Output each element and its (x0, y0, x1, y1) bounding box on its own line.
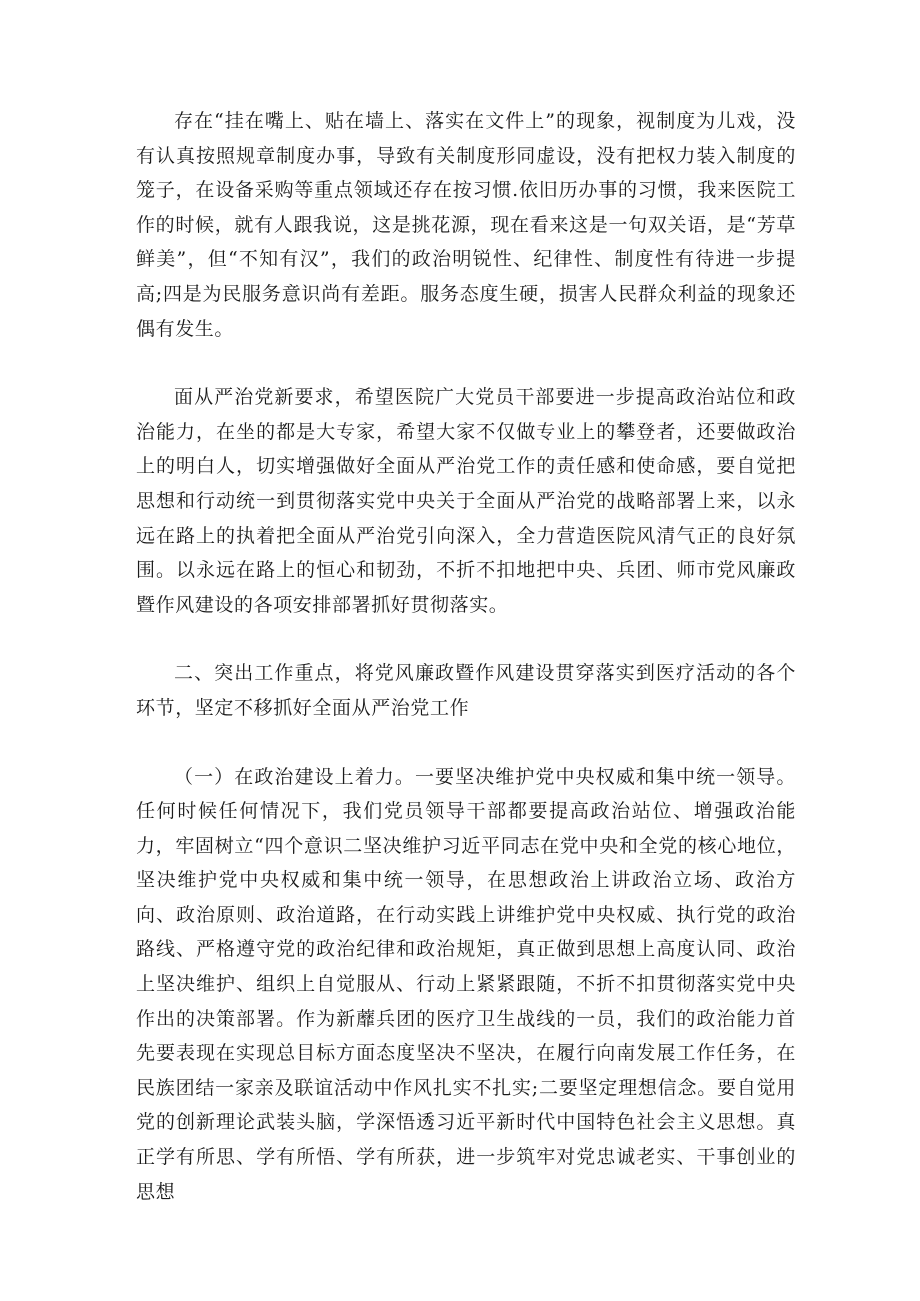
document-page (136, 104, 796, 1209)
paragraph-1: 存在“挂在嘴上、贴在墙上、落实在文件上”的现象，视制度为儿戏，没有认真按照规章制度办事，导致有关制度形同虚设，没有把权力装入制度的笼子，在设备采购等重点领域还存在按习惯.依旧历办事的习惯，我来医院工作的时候，就有人跟我说，这是挑花源，现在看来这是一句双关语，是“芳草鲜美”，但“不知有汉”，我们的政治明锐性、纪律性、制度性有待进一步提高;四是为民服务意识尚有差距。服务态度生硬，损害人民群众利益的现象还偶有发生。 (136, 110, 796, 340)
paragraph-3: （一）在政治建设上着力。一要坚决维护党中央权威和集中统一领导。任何时候任何情况下，我们党员领导干部都要提高政治站位、增强政治能力，牢固树立“四个意识二坚决维护习近平同志在党中央和全党的核心地位，坚决维护党中央权威和集中统一领导，在思想政治上讲政治立场、政治方向、政治原则、政治道路，在行动实践上讲维护党中央权威、执行党的政治路线、严格遵守党的政治纪律和政治规矩，真正做到思想上高度认同、政治上坚决维护、组织上自觉服从、行动上紧紧跟随，不折不扣贯彻落实党中央作出的决策部署。作为新蘼兵团的医疗卫生战线的一员，我们的政治能力首先要表现在实现总目标方面态度坚决不坚决，在履行向南发展工作任务，在民族团结一家亲及联谊活动中作风扎实不扎实;二要坚定理想信念。要自觉用党的创新理论武装头脑，学深悟透习近平新时代中国特色社会主义思想。真正学有所思、学有所悟、学有所获，进一步筑牢对党忠诚老实、干事创业的思想 (136, 765, 796, 1203)
paragraph-2: 面从严治党新要求，希望医院广大党员干部要进一步提高政治站位和政治能力，在坐的都是大专家，希望大家不仅做专业上的攀登者，还要做政治上的明白人，切实增强做好全面从严治党工作的责任感和使命感，要自觉把思想和行动统一到贯彻落实党中央关于全面从严治党的战略部署上来，以永远在路上的执着把全面从严治党引向深入，全力营造医院风清气正的良好氛围。以永远在路上的恒心和韧劲，不折不扣地把中央、兵团、师市党风廉政暨作风建设的各项安排部署抓好贯彻落实。 (136, 386, 796, 616)
section-heading: 二、突出工作重点，将党风廉政暨作风建设贯穿落实到医疗活动的各个环节，坚定不移抓好全面从严治党工作 (136, 662, 796, 719)
